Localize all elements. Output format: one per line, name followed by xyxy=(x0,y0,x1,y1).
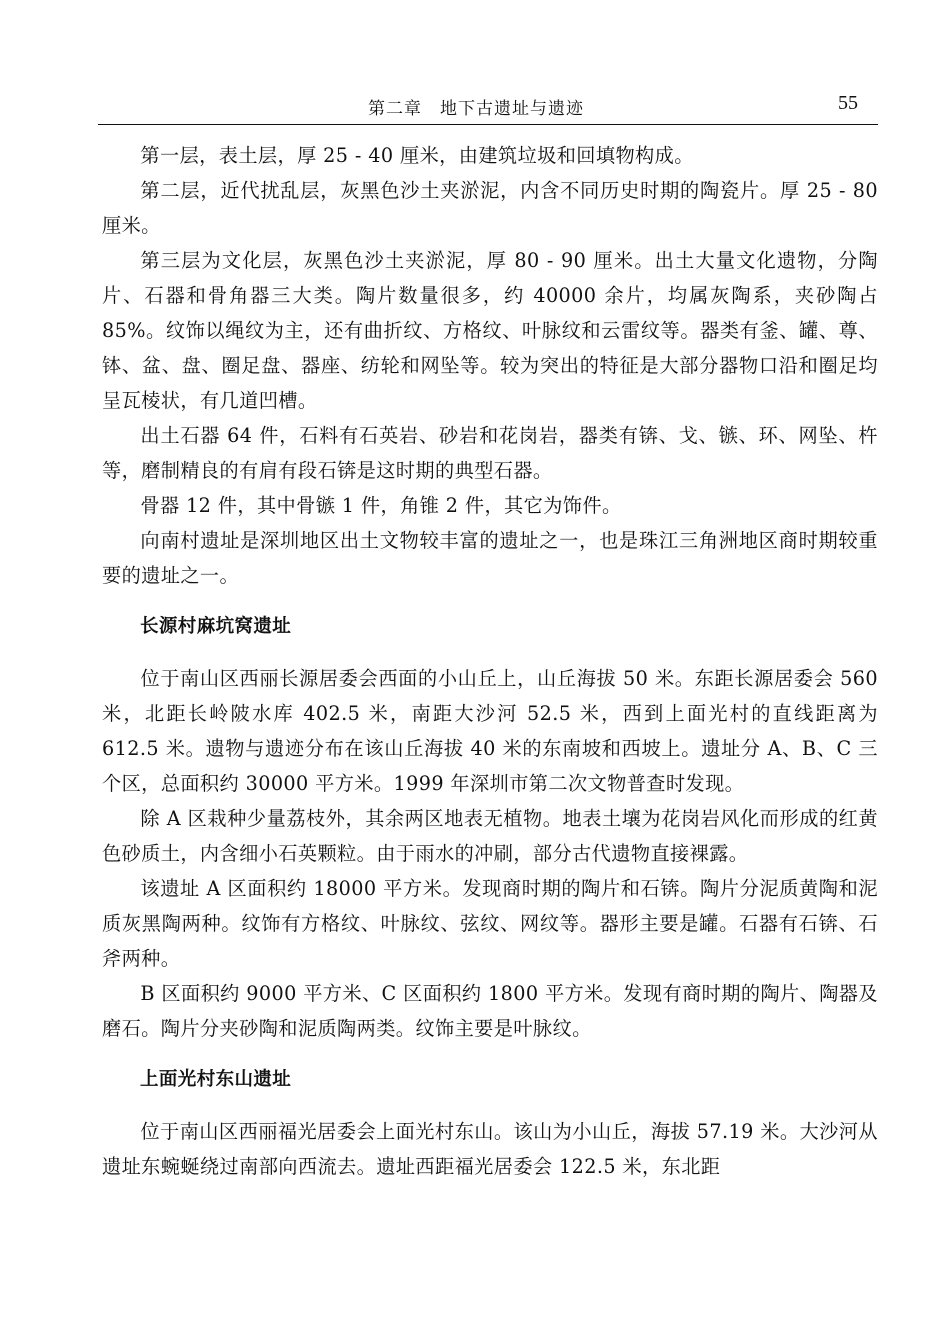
paragraph: 出土石器 64 件，石料有石英岩、砂岩和花岗岩，器类有锛、戈、镞、环、网坠、杵等，磨制精良的有肩有段石锛是这时期的典型石器。 xyxy=(102,424,878,482)
paragraph: 位于南山区西丽福光居委会上面光村东山。该山为小山丘，海拔 57.19 米。大沙河从遗址东蜿蜒绕过南部向西流去。遗址西距福光居委会 122.5 米，东北距 xyxy=(102,1120,878,1178)
paragraph: 第一层，表土层，厚 25 - 40 厘米，由建筑垃圾和回填物构成。 xyxy=(140,144,694,167)
section-heading: 上面光村东山遗址 xyxy=(140,1069,292,1090)
paragraph: 第二层，近代扰乱层，灰黑色沙土夹淤泥，内含不同历史时期的陶瓷片。厚 25 - 80 厘米。 xyxy=(102,179,878,237)
paragraph: 该遗址 A 区面积约 18000 平方米。发现商时期的陶片和石锛。陶片分泥质黄陶和泥质灰黑陶两种。纹饰有方格纹、叶脉纹、弦纹、网纹等。器形主要是罐。石器有石锛、石斧两种。 xyxy=(102,877,878,970)
paragraph: 除 A 区栽种少量荔枝外，其余两区地表无植物。地表土壤为花岗岩风化而形成的红黄色砂质土，内含细小石英颗粒。由于雨水的冲刷，部分古代遗物直接裸露。 xyxy=(102,807,878,865)
page-body xyxy=(102,138,878,1184)
header-rule xyxy=(98,124,878,125)
paragraph: 位于南山区西丽长源居委会西面的小山丘上，山丘海拔 50 米。东距长源居委会 560 米，北距长岭陂水库 402.5 米，南距大沙河 52.5 米，西到上面光村的直线距离为 612.5 米。遗物与遗迹分布在该山丘海拔 40 米的东南坡和西坡上。遗址分 A、B、C 三个区，总面积约 30000 平方米。1999 年深圳市第二次文物普查时发现。 xyxy=(102,667,878,795)
page-number: 55 xyxy=(838,92,858,114)
running-header xyxy=(98,92,878,120)
paragraph: 第三层为文化层，灰黑色沙土夹淤泥，厚 80 - 90 厘米。出土大量文化遗物，分陶片、石器和骨角器三大类。陶片数量很多，约 40000 余片，均属灰陶系，夹砂陶占 85%。纹饰以绳纹为主，还有曲折纹、方格纹、叶脉纹和云雷纹等。器类有釜、罐、尊、钵、盆、盘、圈足盘、器座、纺轮和网坠等。较为突出的特征是大部分器物口沿和圈足均呈瓦棱状，有几道凹槽。 xyxy=(102,249,878,412)
paragraph: B 区面积约 9000 平方米、C 区面积约 1800 平方米。发现有商时期的陶片、陶器及磨石。陶片分夹砂陶和泥质陶两类。纹饰主要是叶脉纹。 xyxy=(102,982,878,1040)
chapter-title: 第二章 地下古遗址与遗迹 xyxy=(368,99,584,119)
paragraph: 骨器 12 件，其中骨镞 1 件，角锥 2 件，其它为饰件。 xyxy=(140,494,622,517)
section-heading: 长源村麻坑窝遗址 xyxy=(140,616,292,637)
paragraph: 向南村遗址是深圳地区出土文物较丰富的遗址之一，也是珠江三角洲地区商时期较重要的遗址之一。 xyxy=(102,529,878,587)
